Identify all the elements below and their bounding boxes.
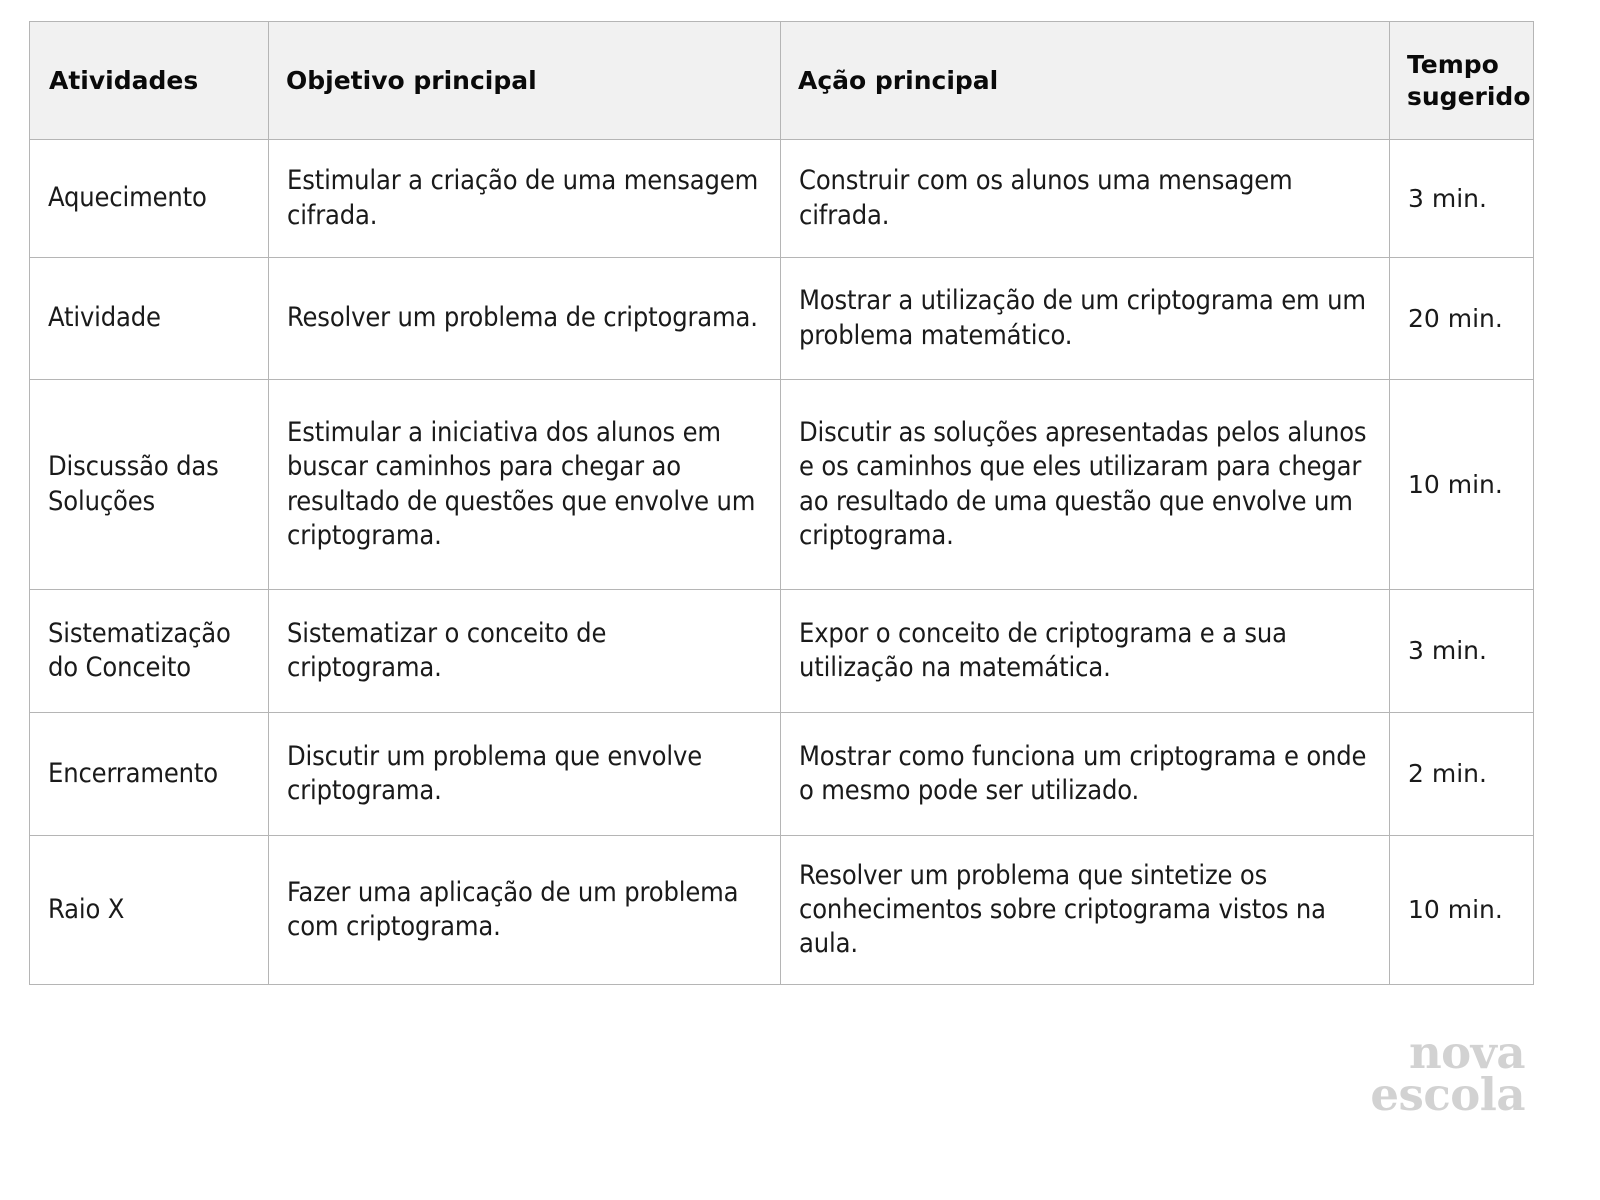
- cell-acao: Resolver um problema que sintetize os conhecimentos sobre criptograma vistos na aula.: [781, 836, 1390, 985]
- column-header-atividades: Atividades: [30, 22, 269, 140]
- table-row: [30, 713, 1534, 836]
- logo-line-nova: nova: [1408, 1026, 1525, 1079]
- table-row: [30, 258, 1534, 380]
- table-row: [30, 380, 1534, 590]
- cell-objetivo: Discutir um problema que envolve criptograma.: [269, 713, 781, 836]
- cell-objetivo: Fazer uma aplicação de um problema com criptograma.: [269, 836, 781, 985]
- cell-tempo: 2 min.: [1390, 713, 1534, 836]
- table-header: [30, 22, 1534, 140]
- cell-atividade: Sistematização do Conceito: [30, 590, 269, 713]
- table-row: [30, 836, 1534, 985]
- activity-table-container: [29, 21, 1533, 985]
- column-header-tempo-line1: Tempo: [1407, 50, 1499, 80]
- cell-tempo: 3 min.: [1390, 140, 1534, 258]
- column-header-acao: Ação principal: [781, 22, 1390, 140]
- cell-objetivo: Sistematizar o conceito de criptograma.: [269, 590, 781, 713]
- cell-atividade: Atividade: [30, 258, 269, 380]
- activity-table: [29, 21, 1534, 985]
- cell-atividade: Discussão das Soluções: [30, 380, 269, 590]
- cell-atividade: Raio X: [30, 836, 269, 985]
- column-header-tempo: [1390, 22, 1534, 140]
- cell-acao: Discutir as soluções apresentadas pelos alunos e os caminhos que eles utilizaram para chegar ao resultado de uma questão que envolve um criptograma.: [781, 380, 1390, 590]
- cell-acao: Expor o conceito de criptograma e a sua utilização na matemática.: [781, 590, 1390, 713]
- cell-atividade: Aquecimento: [30, 140, 269, 258]
- logo-line-escola: escola: [1370, 1068, 1525, 1122]
- cell-tempo: 3 min.: [1390, 590, 1534, 713]
- table-header-row: [30, 22, 1534, 140]
- cell-acao: Mostrar como funciona um criptograma e onde o mesmo pode ser utilizado.: [781, 713, 1390, 836]
- column-header-tempo-line2: sugerido: [1407, 81, 1531, 111]
- cell-tempo: 20 min.: [1390, 258, 1534, 380]
- cell-objetivo: Estimular a criação de uma mensagem cifrada.: [269, 140, 781, 258]
- column-header-objetivo: Objetivo principal: [269, 22, 781, 140]
- cell-tempo: 10 min.: [1390, 836, 1534, 985]
- table-row: [30, 590, 1534, 713]
- table-row: [30, 140, 1534, 258]
- table-body: [30, 140, 1534, 985]
- cell-acao: Mostrar a utilização de um criptograma em um problema matemático.: [781, 258, 1390, 380]
- cell-objetivo: Resolver um problema de criptograma.: [269, 258, 781, 380]
- cell-objetivo: Estimular a iniciativa dos alunos em buscar caminhos para chegar ao resultado de questões que envolve um criptograma.: [269, 380, 781, 590]
- nova-escola-logo: [1335, 1026, 1525, 1122]
- cell-atividade: Encerramento: [30, 713, 269, 836]
- cell-tempo: 10 min.: [1390, 380, 1534, 590]
- cell-acao: Construir com os alunos uma mensagem cifrada.: [781, 140, 1390, 258]
